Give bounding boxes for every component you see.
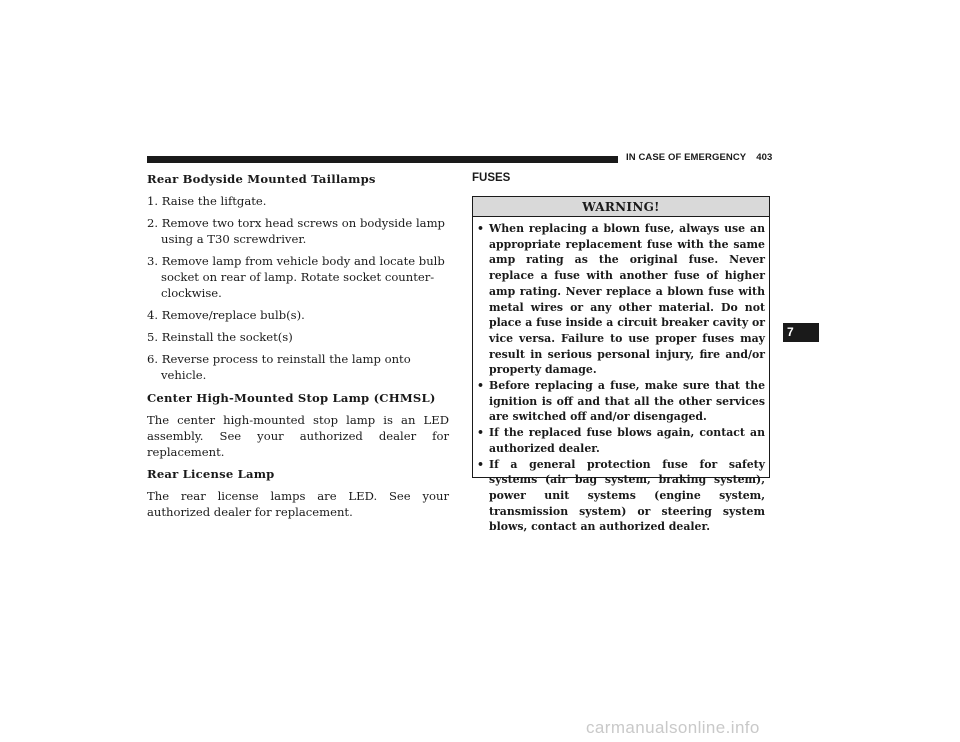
step-4: 4. Remove/replace bulb(s). <box>147 308 305 322</box>
warning-list <box>473 217 769 535</box>
warning-item <box>477 457 765 536</box>
page-number: 403 <box>756 152 773 163</box>
step-3: 3. Remove lamp from vehicle body and locate bulb socket on rear of lamp. Rotate socket counter-clockwise. <box>147 254 445 300</box>
bullet-icon: • <box>477 426 484 440</box>
warning-item <box>477 221 765 378</box>
warning-box <box>472 196 770 534</box>
left-column <box>147 171 449 526</box>
paragraph-chmsl: The center high-mounted stop lamp is an LED assembly. See your authorized dealer for replacement. <box>147 413 449 459</box>
bullet-icon: • <box>477 457 484 471</box>
warning-item-text: Before replacing a fuse, make sure that the ignition is off and that all the other services are switched off and/or disengaged. <box>489 379 765 424</box>
bullet-icon: • <box>477 379 484 393</box>
warning-title: WARNING! <box>473 197 769 217</box>
warning-item <box>477 378 765 425</box>
warning-item-text: If a general protection fuse for safety systems (air bag system, braking system), power unit systems (engine system, transmission system) or steering system blows, contact an authorized dealer. <box>489 457 765 534</box>
running-header <box>626 152 772 163</box>
heading-chmsl: Center High-Mounted Stop Lamp (CHMSL) <box>147 391 436 405</box>
warning-item-text: If the replaced fuse blows again, contact an authorized dealer. <box>489 426 765 455</box>
paragraph-license-lamp: The rear license lamps are LED. See your authorized dealer for replacement. <box>147 489 449 519</box>
header-rule <box>147 156 618 163</box>
heading-rear-license-lamp: Rear License Lamp <box>147 467 275 481</box>
step-6: 6. Reverse process to reinstall the lamp onto vehicle. <box>147 352 411 382</box>
watermark: carmanualsonline.info <box>586 718 760 737</box>
step-5: 5. Reinstall the socket(s) <box>147 330 293 344</box>
chapter-tab: 7 <box>783 323 819 342</box>
step-1: 1. Raise the liftgate. <box>147 194 267 208</box>
step-2: 2. Remove two torx head screws on bodyside lamp using a T30 screwdriver. <box>147 216 445 246</box>
bullet-icon: • <box>477 222 484 235</box>
warning-item-text: When replacing a blown fuse, always use an appropriate replacement fuse with the same amp rating as the original fuse. Never replace a fuse with another fuse of higher amp rating. Never replace a blown fuse with metal wires or any other material. Do not place a fuse inside a circuit breaker cavity or vice versa. Failure to use proper fuses may result in serious personal injury, fire and/or property damage. <box>489 222 765 377</box>
section-title: IN CASE OF EMERGENCY <box>626 152 747 163</box>
heading-rear-bodyside-taillamps: Rear Bodyside Mounted Taillamps <box>147 172 376 186</box>
warning-item <box>477 425 765 456</box>
section-heading-fuses: FUSES <box>472 172 511 184</box>
